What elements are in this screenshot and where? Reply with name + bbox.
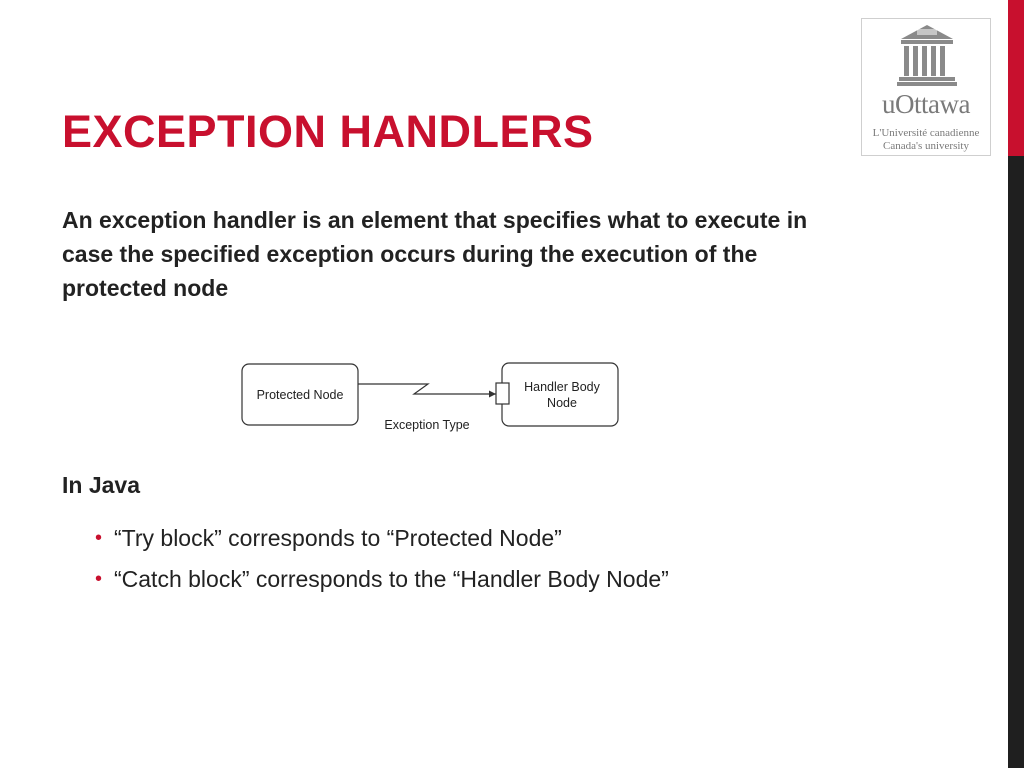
logo-subtitle-french: L'Université canadienne [872,127,980,139]
slide-title: EXCEPTION HANDLERS [62,106,594,157]
section-heading: In Java [62,472,140,498]
handler-body-label-line1: Handler Body [524,380,600,394]
logo-wordmark: uOttawa [882,89,970,119]
logo-subtitle-english: Canada's university [883,140,969,152]
protected-node-label: Protected Node [256,388,344,402]
bullet-text: “Catch block” corresponds to the “Handler Body Node” [114,566,669,592]
bullet-icon: • [95,568,103,590]
list-item [95,518,669,559]
input-pin-icon [496,383,509,404]
exception-type-label: Exception Type [384,418,470,432]
accent-bar-dark [1008,156,1024,768]
building-icon [895,23,959,87]
intro-paragraph: An exception handler is an element that specifies what to execute in case the specified exception occurs during the execution of the protected node [62,207,808,301]
bullet-text: “Try block” corresponds to “Protected Node” [114,525,562,551]
exception-handler-diagram [238,358,624,434]
handler-body-label-line2: Node [547,396,577,410]
exception-flow-edge [358,384,496,394]
university-logo [861,18,991,156]
list-item [95,559,669,600]
handler-body-node-box [502,363,618,426]
bullet-icon: • [95,527,103,549]
arrow-head-icon [489,391,496,398]
bullet-list [95,518,669,600]
accent-bar-red [1008,0,1024,156]
